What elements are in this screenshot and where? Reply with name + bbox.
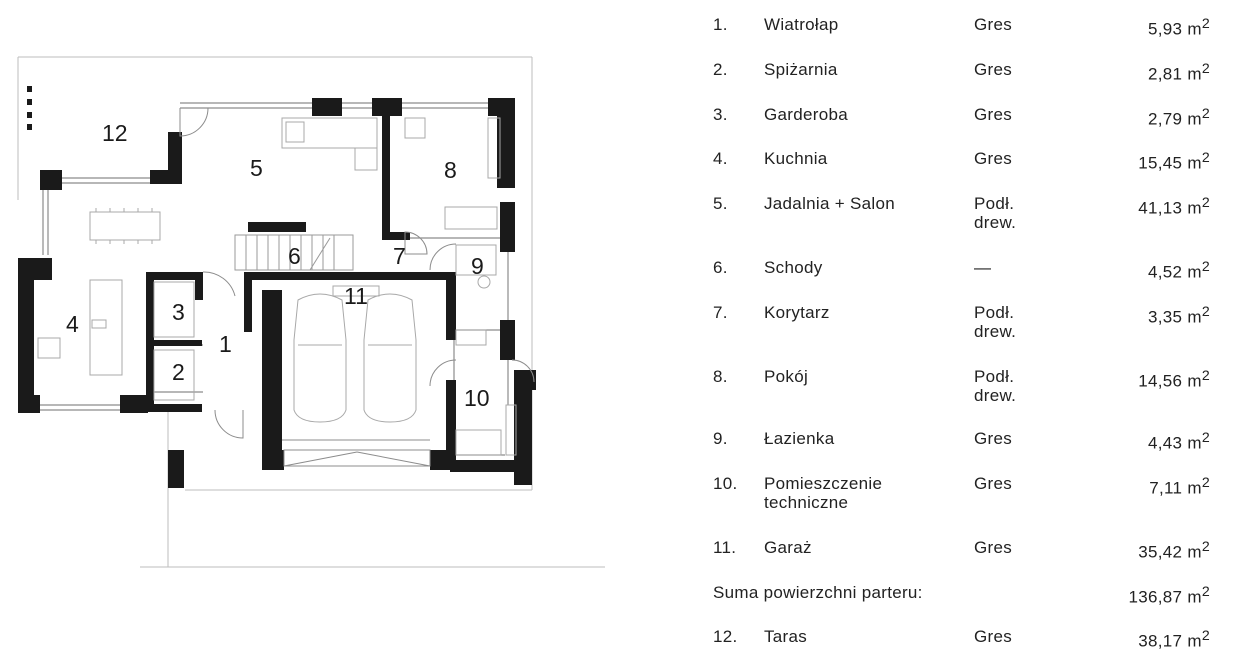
row-area: 15,45 $m^2$ [1138, 150, 1210, 173]
row-number: 7. [713, 303, 728, 322]
row-area: 14,56 $m^2$ [1138, 368, 1210, 391]
room-label-3: 3 [172, 299, 185, 325]
row-room-name: Jadalnia + Salon [764, 194, 895, 213]
row-floor-type: Gres [974, 627, 1013, 646]
row-area: 4,52 $m^2$ [1148, 259, 1210, 282]
row-floor-type: Gres [974, 15, 1013, 34]
row-floor-type: Podł. drew. [974, 194, 1017, 232]
row-number: 11. [713, 538, 737, 557]
garage-door [282, 440, 430, 466]
row-area: 7,11 $m^2$ [1149, 475, 1210, 498]
row-room-name: Schody [764, 258, 823, 277]
room-label-12: 12 [102, 120, 128, 146]
row-room-name: Garaż [764, 538, 812, 557]
row-number: 6. [713, 258, 728, 277]
room-area-table [705, 0, 1225, 665]
summary-label: Suma powierzchni parteru: [713, 583, 923, 602]
summary-area: 136,87 $m^2$ [1128, 584, 1210, 607]
row-number: 12. [713, 627, 738, 646]
row-number: 4. [713, 149, 728, 168]
row-room-name: Wiatrołap [764, 15, 839, 34]
room-label-9: 9 [471, 253, 484, 279]
row-number: 10. [713, 474, 738, 493]
row-room-name: Pokój [764, 367, 809, 386]
row-area: 41,13 $m^2$ [1138, 195, 1210, 218]
row-room-name: Spiżarnia [764, 60, 838, 79]
row-area: 2,79 $m^2$ [1148, 106, 1210, 129]
room-label-10: 10 [464, 385, 490, 411]
row-number: 9. [713, 429, 728, 448]
row-room-name: Łazienka [764, 429, 835, 448]
row-floor-type: Gres [974, 105, 1013, 124]
row-room-name: Korytarz [764, 303, 830, 322]
row-floor-type: Gres [974, 429, 1013, 448]
terrace-dots [27, 86, 32, 130]
row-area: 4,43 $m^2$ [1148, 430, 1210, 453]
row-area: 5,93 $m^2$ [1148, 16, 1210, 39]
row-area: 35,42 $m^2$ [1138, 539, 1210, 562]
row-number: 1. [713, 15, 728, 34]
row-room-name: Kuchnia [764, 149, 828, 168]
room-label-5: 5 [250, 155, 263, 181]
row-floor-type: Gres [974, 149, 1013, 168]
row-floor-type: Gres [974, 474, 1013, 493]
room-label-7: 7 [393, 243, 406, 269]
row-floor-type: Podł. drew. [974, 367, 1017, 405]
room-label-6: 6 [288, 243, 301, 269]
row-number: 8. [713, 367, 728, 386]
room-label-1: 1 [219, 331, 232, 357]
row-floor-type: Gres [974, 60, 1013, 79]
row-area: 2,81 $m^2$ [1148, 61, 1210, 84]
row-room-name: Taras [764, 627, 808, 646]
room-label-8: 8 [444, 157, 457, 183]
row-room-name: Pomieszczenie techniczne [764, 474, 883, 512]
row-number: 3. [713, 105, 728, 124]
row-room-name: Garderoba [764, 105, 848, 124]
row-area: 38,17 $m^2$ [1138, 628, 1210, 651]
row-area: 3,35 $m^2$ [1148, 304, 1210, 327]
room-label-2: 2 [172, 359, 185, 385]
row-floor-type: Podł. drew. [974, 303, 1017, 341]
row-floor-type: Gres [974, 538, 1013, 557]
row-number: 5. [713, 194, 728, 213]
room-label-4: 4 [66, 311, 79, 337]
row-floor-type: — [974, 258, 992, 277]
room-label-11: 11 [344, 283, 368, 309]
row-number: 2. [713, 60, 728, 79]
